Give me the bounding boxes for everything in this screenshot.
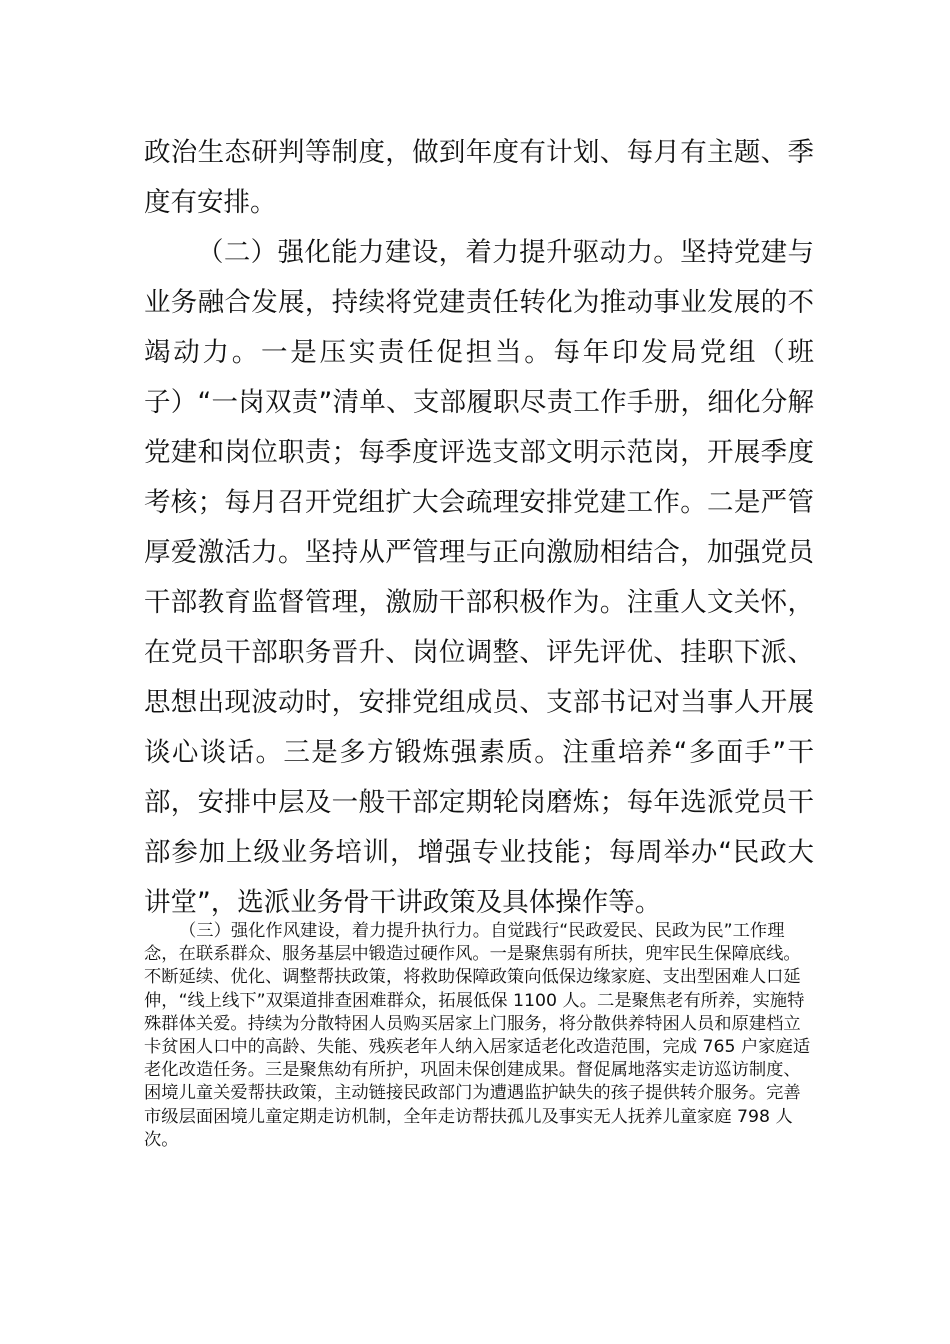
small-body-text <box>144 920 812 1152</box>
continuation-paragraph: 政治生态研判等制度，做到年度有计划、每月有主题、季度有安排。 <box>144 137 814 218</box>
main-body-text <box>144 128 814 928</box>
section-three-paragraph: （三）强化作风建设，着力提升执行力。自觉践行“民政爱民、民政为民”工作理念，在联系群众、服务基层中锻造过硬作风。一是聚焦弱有所扶，兜牢民生保障底线。不断延续、优化、调整帮扶政策，将救助保障政策向低保边缘家庭、支出型困难人口延伸，“线上线下”双渠道排查困难群众，拓展低保 1100 人。二是聚焦老有所养，实施特殊群体关爱。持续为分散特困人员购买居家上门服务，将分散供养特困人员和原建档立卡贫困人口中的高龄、失能、残疾老年人纳入居家适老化改造范围，完成 765 户家庭适老化改造任务。三是聚焦幼有所护，巩固未保创建成果。督促属地落实走访巡访制度、困境儿童关爱帮扶政策，主动链接民政部门为遭遇监护缺失的孩子提供转介服务。完善市级层面困境儿童定期走访机制，全年走访帮扶孤儿及事实无人抚养儿童家庭 798 人次。 <box>144 921 811 1150</box>
section-two-paragraph: （二）强化能力建设，着力提升驱动力。坚持党建与业务融合发展，持续将党建责任转化为推动事业发展的不竭动力。一是压实责任促担当。每年印发局党组（班子）“一岗双责”清单、支部履职尽责工作手册，细化分解党建和岗位职责；每季度评选支部文明示范岗，开展季度考核；每月召开党组扩大会疏理安排党建工作。二是严管厚爱激活力。坚持从严管理与正向激励相结合，加强党员干部教育监督管理，激励干部积极作为。注重人文关怀，在党员干部职务晋升、岗位调整、评先评优、挂职下派、思想出现波动时，安排党组成员、支部书记对当事人开展谈心谈话。三是多方锻炼强素质。注重培养“多面手”干部，安排中层及一般干部定期轮岗磨炼；每年选派党员干部参加上级业务培训，增强专业技能；每周举办“民政大讲堂”，选派业务骨干讲政策及具体操作等。 <box>144 237 814 918</box>
